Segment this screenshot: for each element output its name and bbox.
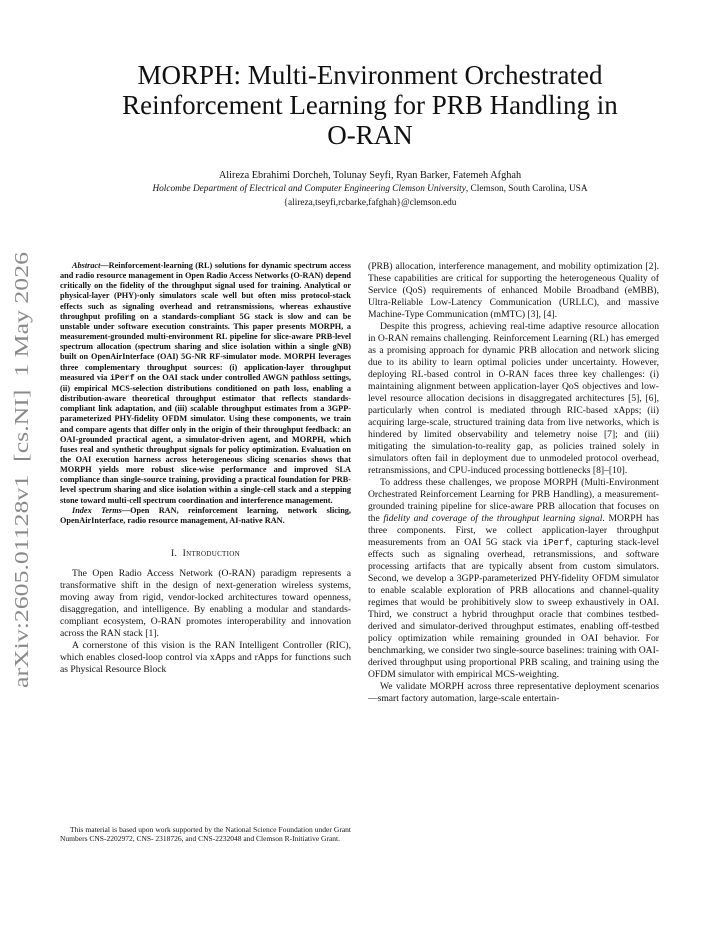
- title-line-1: MORPH: Multi-Environment Orchestrated: [137, 60, 603, 90]
- abstract: [60, 261, 351, 506]
- affiliation: [60, 183, 680, 196]
- author-emails: {alireza,tseyfi,rcbarke,fafghah}@clemson.edu: [283, 198, 457, 208]
- affiliation-place: , Clemson, South Carolina, USA: [465, 184, 588, 194]
- section-title: Introduction: [182, 548, 240, 560]
- author-list: Alireza Ebrahimi Dorcheh, Tolunay Seyfi, Ryan Barker, Fatemeh Afghah: [218, 170, 522, 181]
- section-number: I.: [171, 548, 178, 560]
- intro-paragraph-3: (PRB) allocation, interference management, and mobility optimization [2]. These capabilities are critical for supporting the heterogeneous Quality of Service (QoS) requirements of enhanced Mobile Broadband (eMBB), Ultra-Reliable Low-Latency Communication (URLLC), and massive Machine-Type Communication (mMTC) [3], [4].: [368, 261, 659, 320]
- p5-tool: iPerf: [542, 538, 570, 548]
- index-terms-label: Index Terms: [72, 505, 122, 515]
- paper-title: [60, 60, 680, 150]
- funding-footnote: This material is based upon work supported by the National Science Foundation under Grant Numbers CNS-2202972, CNS- 2318726, and CNS-2232048 and Clemson R-Initiative Grant.: [60, 825, 351, 843]
- right-column: [368, 261, 659, 705]
- intro-paragraph-4: Despite this progress, achieving real-time adaptive resource allocation in O-RAN remains challenging. Reinforcement Learning (RL) has emerged as a promising approach for dynamic PRB allocation and network slicing due to its ability to learn optimal policies under uncertainty. However, deploying RL-based control in O-RAN faces three key challenges: (i) maintaining alignment between application-layer QoS objectives and low-level resource allocation decisions in disaggregated architectures [5], [6], particularly when control is mediated through RIC-based xApps; (ii) acquiring large-scale, structured training data from live networks, which is hindered by limited observability and telemetry noise [7]; and (iii) mitigating the simulation-to-reality gap, as policies trained solely in simulators often fail in deployment due to unmodeled protocol overhead, retransmissions, and CPU-induced processing bottlenecks [8]–[10].: [368, 321, 659, 476]
- p5-text-c: , capturing stack-level effects such as signaling overhead, retransmissions, and software processing artifacts that are typically absent from custom simulators. Second, we develop a 3GPP-parameterized PHY-fidelity OFDM simulator to enable scalable exploration of PRB allocations and channel-quality regimes that would be prohibitively slow to sweep exhaustively in OAI. Third, we construct a hybrid throughput oracle that combines testbed-derived and simulator-derived throughput estimates, enabling off-testbed policy optimization while remaining grounded in OAI behavior. For benchmarking, we consider two single-source baselines: training with OAI-derived throughput using proportional PRB scaling, and training using the OFDM simulator with empirical MCS-weighting.: [368, 537, 659, 680]
- p5-emphasis: fidelity and coverage of the throughput learning signal: [383, 513, 603, 524]
- intro-paragraph-1: The Open Radio Access Network (O-RAN) paradigm represents a transformative shift in the design of next-generation wireless systems, moving away from rigid, vendor-locked architectures toward openness, disaggregation, and intelligence. By enabling a modular and standards-compliant ecosystem, O-RAN promotes interoperability and innovation across the RAN stack [1].: [60, 568, 351, 640]
- arxiv-stamp: [2, 250, 38, 690]
- title-line-2: Reinforcement Learning for PRB Handling in: [122, 90, 618, 120]
- title-line-3: O-RAN: [327, 120, 413, 150]
- arxiv-stamp-text: arXiv:2605.01128v1 [cs.NI] 1 May 2026: [12, 358, 33, 688]
- affiliation-dept: Holcombe Department of Electrical and Computer Engineering Clemson University: [152, 184, 466, 194]
- intro-paragraph-5: [368, 477, 659, 681]
- index-terms: [60, 506, 351, 526]
- intro-paragraph-6: We validate MORPH across three representative deployment scenarios—smart factory automation, large-scale entertain-: [368, 681, 659, 704]
- section-heading: [60, 548, 351, 560]
- left-column: [60, 261, 351, 676]
- abstract-text-1: —Reinforcement-learning (RL) solutions for dynamic spectrum access and radio resource management in Open Radio Access Networks (O-RAN) depend critically on the fidelity of the throughput signal used for training. Analytical or physical-layer (PHY)-only simulators scale well but often miss protocol-stack effects such as signaling overhead and retransmissions, whereas exhaustive throughput profiling on a standards-compliant 5G stack is slow and can be unstable under software execution constraints. This paper presents MORPH, a measurement-grounded multi-environment RL pipeline for slice-aware PRB-level spectrum allocation (spectrum sharing and slice isolation within a single gNB) built on OpenAirInterface (OAI) 5G-NR RF-simulator mode. MORPH leverages three complementary throughput sources: (i) application-layer throughput measured via: [60, 261, 351, 382]
- p5-text-a: To address these challenges, we propose MORPH (Multi-Environment Orchestrated Reinforcement Learning for PRB Handling), a measurement-grounded training pipeline for slice-aware PRB allocation that focuses on the: [368, 477, 659, 524]
- abstract-text-2: on the OAI stack under controlled AWGN pathloss settings, (ii) empirical MCS-selection distributions conditioned on path loss, enabling a distribution-aware theoretical throughput estimator that reflects standards-compliant link adaptation, and (iii) scalable throughput estimates from a 3GPP-parameterized PHY-fidelity OFDM simulator. Using these components, we train and compare agents that differ only in the origin of their throughput feedback: an OAI-grounded practical agent, a simulator-driven agent, and MORPH, which fuses real and synthetic throughput signals for policy optimization. Evaluation on the OAI execution harness across heterogeneous slicing scenarios shows that MORPH yields more robust slice-wise performance and improved SLA compliance than single-source training, providing a practical foundation for PRB-level spectrum sharing and slice isolation within a single-cell stack and a stepping stone toward multi-cell spectrum coordination and interference management.: [60, 372, 351, 505]
- intro-paragraph-2: A cornerstone of this vision is the RAN Intelligent Controller (RIC), which enables closed-loop control via xApps and rApps for functions such as Physical Resource Block: [60, 640, 351, 676]
- abstract-tool: iPerf: [109, 373, 135, 383]
- arxiv-sidebar: [2, 250, 38, 690]
- index-terms-text: —Open RAN, reinforcement learning, network slicing, OpenAirInterface, radio resource management, AI-native RAN.: [60, 505, 351, 525]
- p5-text-b: . MORPH has three components. First, we collect application-layer throughput measurements from an OAI 5G stack via: [368, 513, 659, 548]
- abstract-label: Abstract: [72, 261, 101, 270]
